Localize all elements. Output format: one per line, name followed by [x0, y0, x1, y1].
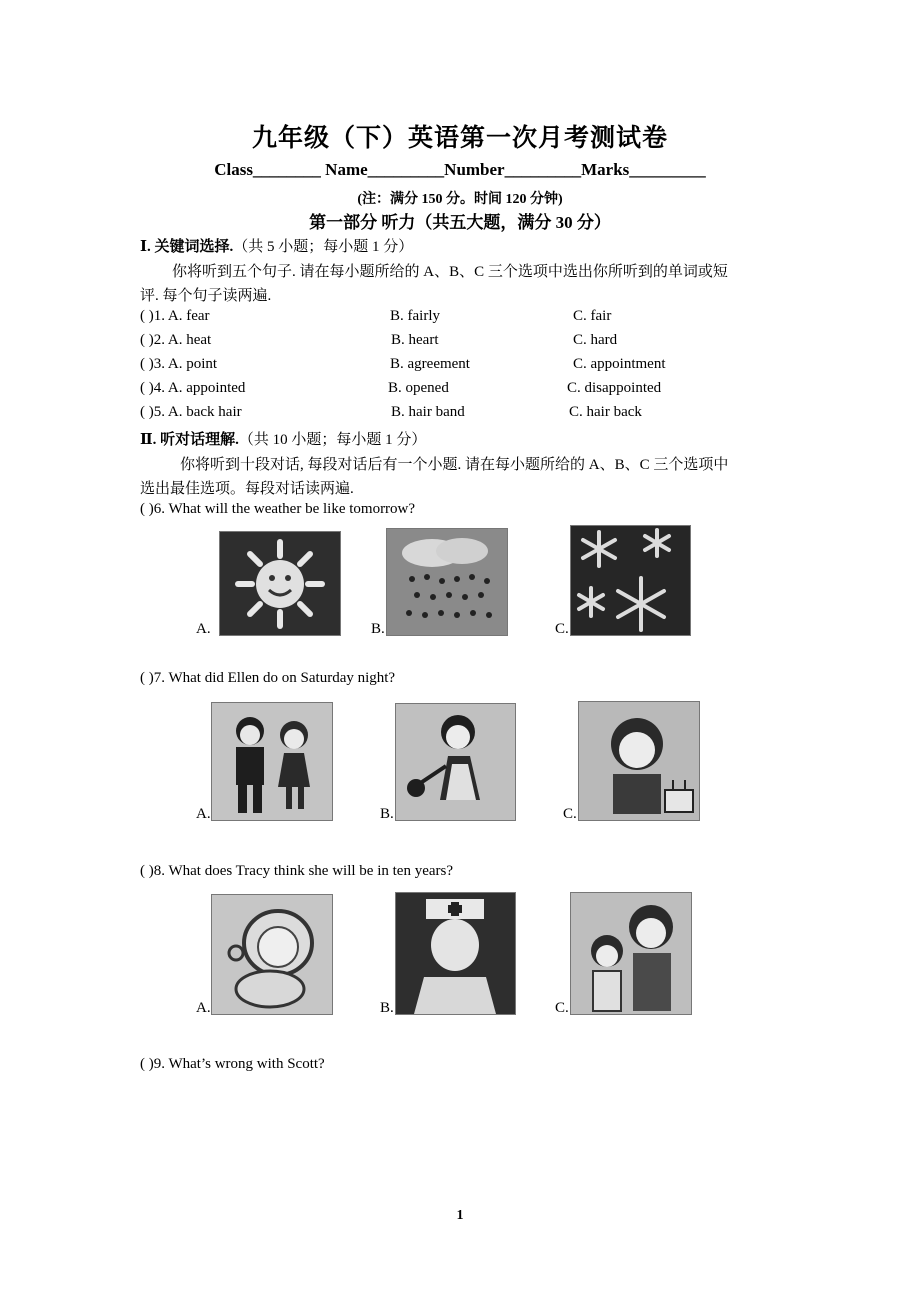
snowflake-icon [571, 526, 690, 635]
q8-picture-a-baby [211, 894, 333, 1015]
section2-info: （共 10 小题；每小题 1 分） [238, 432, 427, 448]
section2-heading [140, 428, 426, 449]
section1-title: Ⅰ. 关键词选择. [140, 239, 234, 255]
q7-stem: ( )7. What did Ellen do on Saturday night? [140, 670, 396, 686]
part-heading: 第一部分 听力（共五大题，满分 30 分） [309, 213, 611, 232]
sun-icon [220, 532, 340, 635]
q7-picture-b-cooking [395, 703, 516, 821]
q7-label-b: B. [380, 806, 394, 822]
q9-stem: ( )9. What’s wrong with Scott? [140, 1056, 325, 1072]
q3-option-c: C. appointment [573, 356, 666, 372]
q8-picture-c-mother [570, 892, 692, 1015]
q6-label-a: A. [196, 621, 211, 637]
rain-cloud-icon [387, 529, 507, 635]
section1-info: （共 5 小题；每小题 1 分） [233, 239, 414, 255]
q6-stem: ( )6. What will the weather be like tomorrow? [140, 501, 416, 517]
q5-option-c: C. hair back [569, 404, 642, 420]
section2-instruction-line1: 你将听到十段对话, 每段对话后有一个小题. 请在每小题所给的 A、B、C 三个选项中 [180, 457, 729, 473]
q3-stem: ( )3. A. point [140, 356, 218, 372]
q4-option-c: C. disappointed [567, 380, 662, 396]
q8-picture-b-nurse [395, 892, 516, 1015]
girl-cooking-icon [396, 704, 515, 820]
q6-picture-b-rain [386, 528, 508, 636]
q3-option-b: B. agreement [390, 356, 470, 372]
q7-label-c: C. [563, 806, 577, 822]
q5-stem: ( )5. A. back hair [140, 404, 242, 420]
section1-instruction-line2: 评. 每个句子读两遍. [140, 288, 272, 304]
couple-dancing-icon [212, 703, 332, 820]
q6-picture-c-snow [570, 525, 691, 636]
q7-picture-a-dancing [211, 702, 333, 821]
q8-stem: ( )8. What does Tracy think she will be in ten years? [140, 863, 453, 879]
section1-instruction-line1: 你将听到五个句子. 请在每小题所给的 A、B、C 三个选项中选出你所听到的单词或短 [172, 264, 728, 280]
q6-picture-a-sun [219, 531, 341, 636]
section2-instruction-line2: 选出最佳选项。每段对话读两遍. [140, 481, 354, 497]
exam-note: (注：满分 150 分。时间 120 分钟) [357, 192, 563, 207]
baby-icon [212, 895, 332, 1014]
section1-heading [140, 235, 413, 256]
q1-option-c: C. fair [573, 308, 612, 324]
q2-option-c: C. hard [573, 332, 618, 348]
q6-label-b: B. [371, 621, 385, 637]
q7-label-a: A. [196, 806, 211, 822]
q2-option-b: B. heart [391, 332, 439, 348]
student-info-line: Class________ Name_________Number_________Marks_________ [214, 160, 706, 179]
page-number: 1 [456, 1208, 464, 1223]
q8-label-a: A. [196, 1000, 211, 1016]
mother-and-child-icon [571, 893, 691, 1014]
q1-option-b: B. fairly [390, 308, 440, 324]
q7-picture-c-birthday [578, 701, 700, 821]
q8-label-c: C. [555, 1000, 569, 1016]
nurse-icon [396, 893, 515, 1014]
q8-label-b: B. [380, 1000, 394, 1016]
q4-option-b: B. opened [388, 380, 449, 396]
exam-title: 九年级（下）英语第一次月考测试卷 [251, 125, 668, 152]
q1-stem: ( )1. A. fear [140, 308, 210, 324]
girl-birthday-cake-icon [579, 702, 699, 820]
q2-stem: ( )2. A. heat [140, 332, 212, 348]
q5-option-b: B. hair band [391, 404, 465, 420]
q6-label-c: C. [555, 621, 569, 637]
q4-stem: ( )4. A. appointed [140, 380, 246, 396]
section2-title: Ⅱ. 听对话理解. [140, 432, 239, 448]
